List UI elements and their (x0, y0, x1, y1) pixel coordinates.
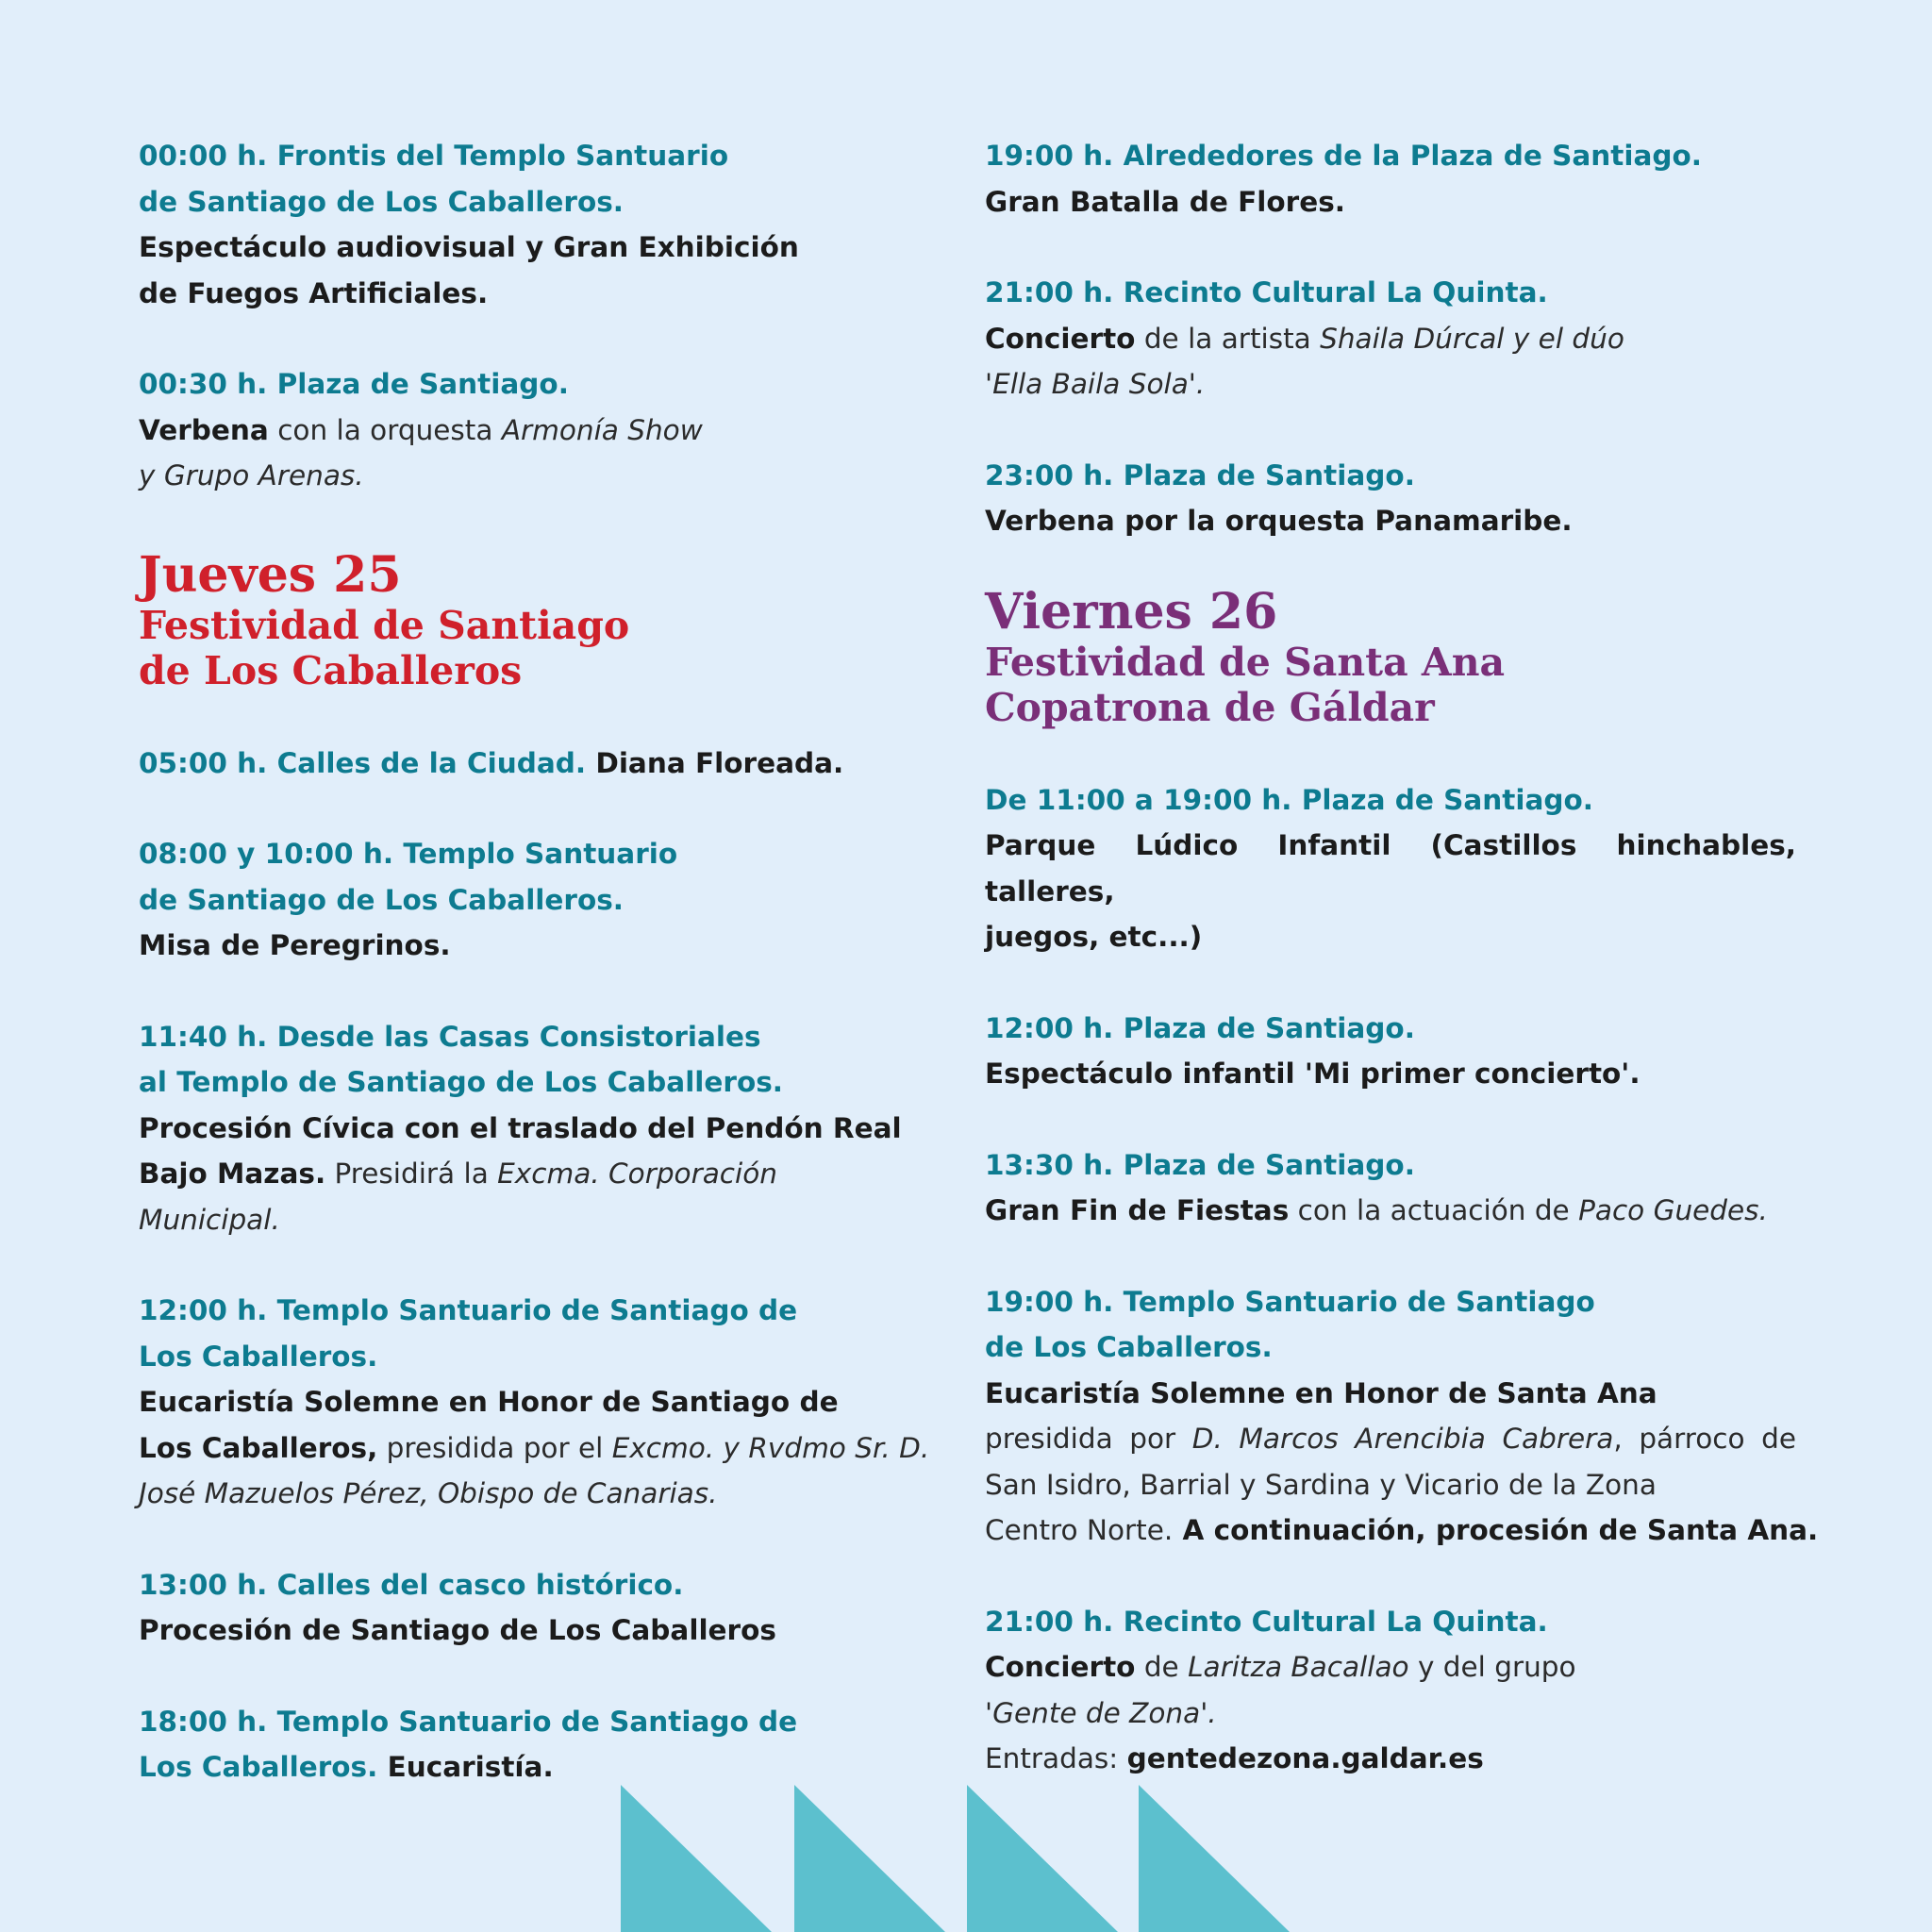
event-description: Bajo Mazas. (139, 1158, 326, 1190)
event-description: presidida por (985, 1423, 1192, 1455)
event-description: de la artista (1135, 322, 1321, 355)
event-description: A continuación, procesión de Santa Ana. (1173, 1514, 1819, 1546)
event-presider: José Mazuelos Pérez, Obispo de Canarias. (139, 1477, 718, 1509)
event-place: De 11:00 a 19:00 h. Plaza de Santiago. (985, 783, 1594, 816)
event-performer: Paco Guedes. (1578, 1194, 1768, 1226)
event-place: de Los Caballeros. (985, 1331, 1273, 1363)
triangle-shape (794, 1785, 945, 1932)
event-description: Concierto (985, 322, 1136, 355)
event-description: Presidirá la (325, 1158, 498, 1190)
event-description: San Isidro, Barrial y Sardina y Vicario de la Zona (985, 1468, 1657, 1501)
event-place: 12:00 h. Templo Santuario de Santiago de (139, 1294, 798, 1326)
event-place: 05:00 h. Calles de la Ciudad. (139, 746, 587, 779)
event-performer: Armonía Show (501, 413, 703, 446)
day-subtitle: Copatrona de Gáldar (985, 684, 1435, 730)
event-place: 00:30 h. Plaza de Santiago. (139, 368, 569, 400)
event-description: Eucaristía Solemne en Honor de Santiago de (139, 1386, 839, 1418)
tickets-label: Entradas: (985, 1742, 1127, 1774)
event-place: 11:40 h. Desde las Casas Consistoriales (139, 1020, 761, 1053)
triangle-shape (621, 1785, 772, 1932)
tickets-link[interactable]: gentedezona.galdar.es (1126, 1742, 1484, 1774)
event-description: Centro Norte. (985, 1514, 1174, 1546)
event-description: Concierto (985, 1651, 1136, 1683)
triangle-shape (1139, 1785, 1290, 1932)
event-description: Espectáculo infantil 'Mi primer concierto'. (985, 1058, 1641, 1090)
event-description: Procesión de Santiago de Los Caballeros (139, 1614, 776, 1646)
event-description: de (1135, 1651, 1189, 1683)
event-description: Verbena (139, 413, 269, 446)
day-title: Jueves 25 (139, 545, 402, 604)
event-presider: Excma. Corporación (497, 1158, 777, 1190)
event-place: Los Caballeros. (139, 1340, 378, 1373)
event-presider: D. Marcos Arencibia Cabrera (1191, 1423, 1614, 1455)
event-performer: 'Gente de Zona'. (985, 1696, 1217, 1729)
event-place: Los Caballeros. (139, 1751, 378, 1783)
event-performer: y Grupo Arenas. (139, 459, 364, 491)
event-presider: Excmo. y Rvdmo Sr. D. (611, 1431, 930, 1464)
event-description: Eucaristía. (377, 1751, 554, 1783)
event-performer: Shaila Dúrcal y el dúo (1320, 322, 1624, 355)
event-description: Verbena por la orquesta Panamaribe. (985, 505, 1573, 537)
event-description: con la actuación de (1289, 1194, 1579, 1226)
event-description: con la orquesta (268, 413, 502, 446)
event-description: juegos, etc...) (985, 921, 1203, 953)
event-place: 08:00 y 10:00 h. Templo Santuario (139, 838, 678, 870)
event-description: Gran Batalla de Flores. (985, 185, 1345, 218)
event-description: de Fuegos Artificiales. (139, 276, 489, 309)
day-subtitle: Festividad de Santiago (139, 602, 630, 648)
event-description: y del grupo (1408, 1651, 1576, 1683)
event-description: , párroco de (1613, 1423, 1796, 1455)
event-place: 21:00 h. Recinto Cultural La Quinta. (985, 276, 1548, 308)
event-place: 18:00 h. Templo Santuario de Santiago de (139, 1705, 798, 1738)
event-description: Diana Floreada. (586, 746, 844, 779)
event-description: Los Caballeros, (139, 1431, 378, 1464)
event-place: de Santiago de Los Caballeros. (139, 185, 625, 218)
event-description: Eucaristía Solemne en Honor de Santa Ana (985, 1376, 1657, 1409)
event-presider: Municipal. (139, 1203, 280, 1236)
event-place: 00:00 h. Frontis del Templo Santuario (139, 140, 729, 172)
event-place: 19:00 h. Alrededores de la Plaza de Santiago. (985, 140, 1702, 172)
day-title: Viernes 26 (985, 582, 1278, 641)
event-description: Procesión Cívica con el traslado del Pendón Real (139, 1111, 902, 1144)
day-subtitle: Festividad de Santa Ana (985, 639, 1506, 685)
event-performer: Laritza Bacallao (1188, 1651, 1409, 1683)
event-place: 19:00 h. Templo Santuario de Santiago (985, 1285, 1595, 1318)
event-place: 12:00 h. Plaza de Santiago. (985, 1011, 1415, 1044)
event-place: 23:00 h. Plaza de Santiago. (985, 458, 1415, 491)
event-performer: 'Ella Baila Sola'. (985, 368, 1206, 400)
triangle-shape (967, 1785, 1118, 1932)
event-place: de Santiago de Los Caballeros. (139, 883, 625, 916)
event-description: Espectáculo audiovisual y Gran Exhibición (139, 231, 799, 263)
event-place: 13:30 h. Plaza de Santiago. (985, 1148, 1415, 1181)
event-description: Misa de Peregrinos. (139, 929, 451, 961)
event-place: al Templo de Santiago de Los Caballeros. (139, 1066, 784, 1098)
event-place: 13:00 h. Calles del casco histórico. (139, 1568, 684, 1601)
day-subtitle: de Los Caballeros (139, 647, 523, 693)
event-place: 21:00 h. Recinto Cultural La Quinta. (985, 1605, 1548, 1638)
event-description: Parque Lúdico Infantil (Castillos hinchables, talleres, (985, 829, 1796, 908)
event-description: presidida por el (377, 1431, 612, 1464)
event-description: Gran Fin de Fiestas (985, 1194, 1290, 1226)
